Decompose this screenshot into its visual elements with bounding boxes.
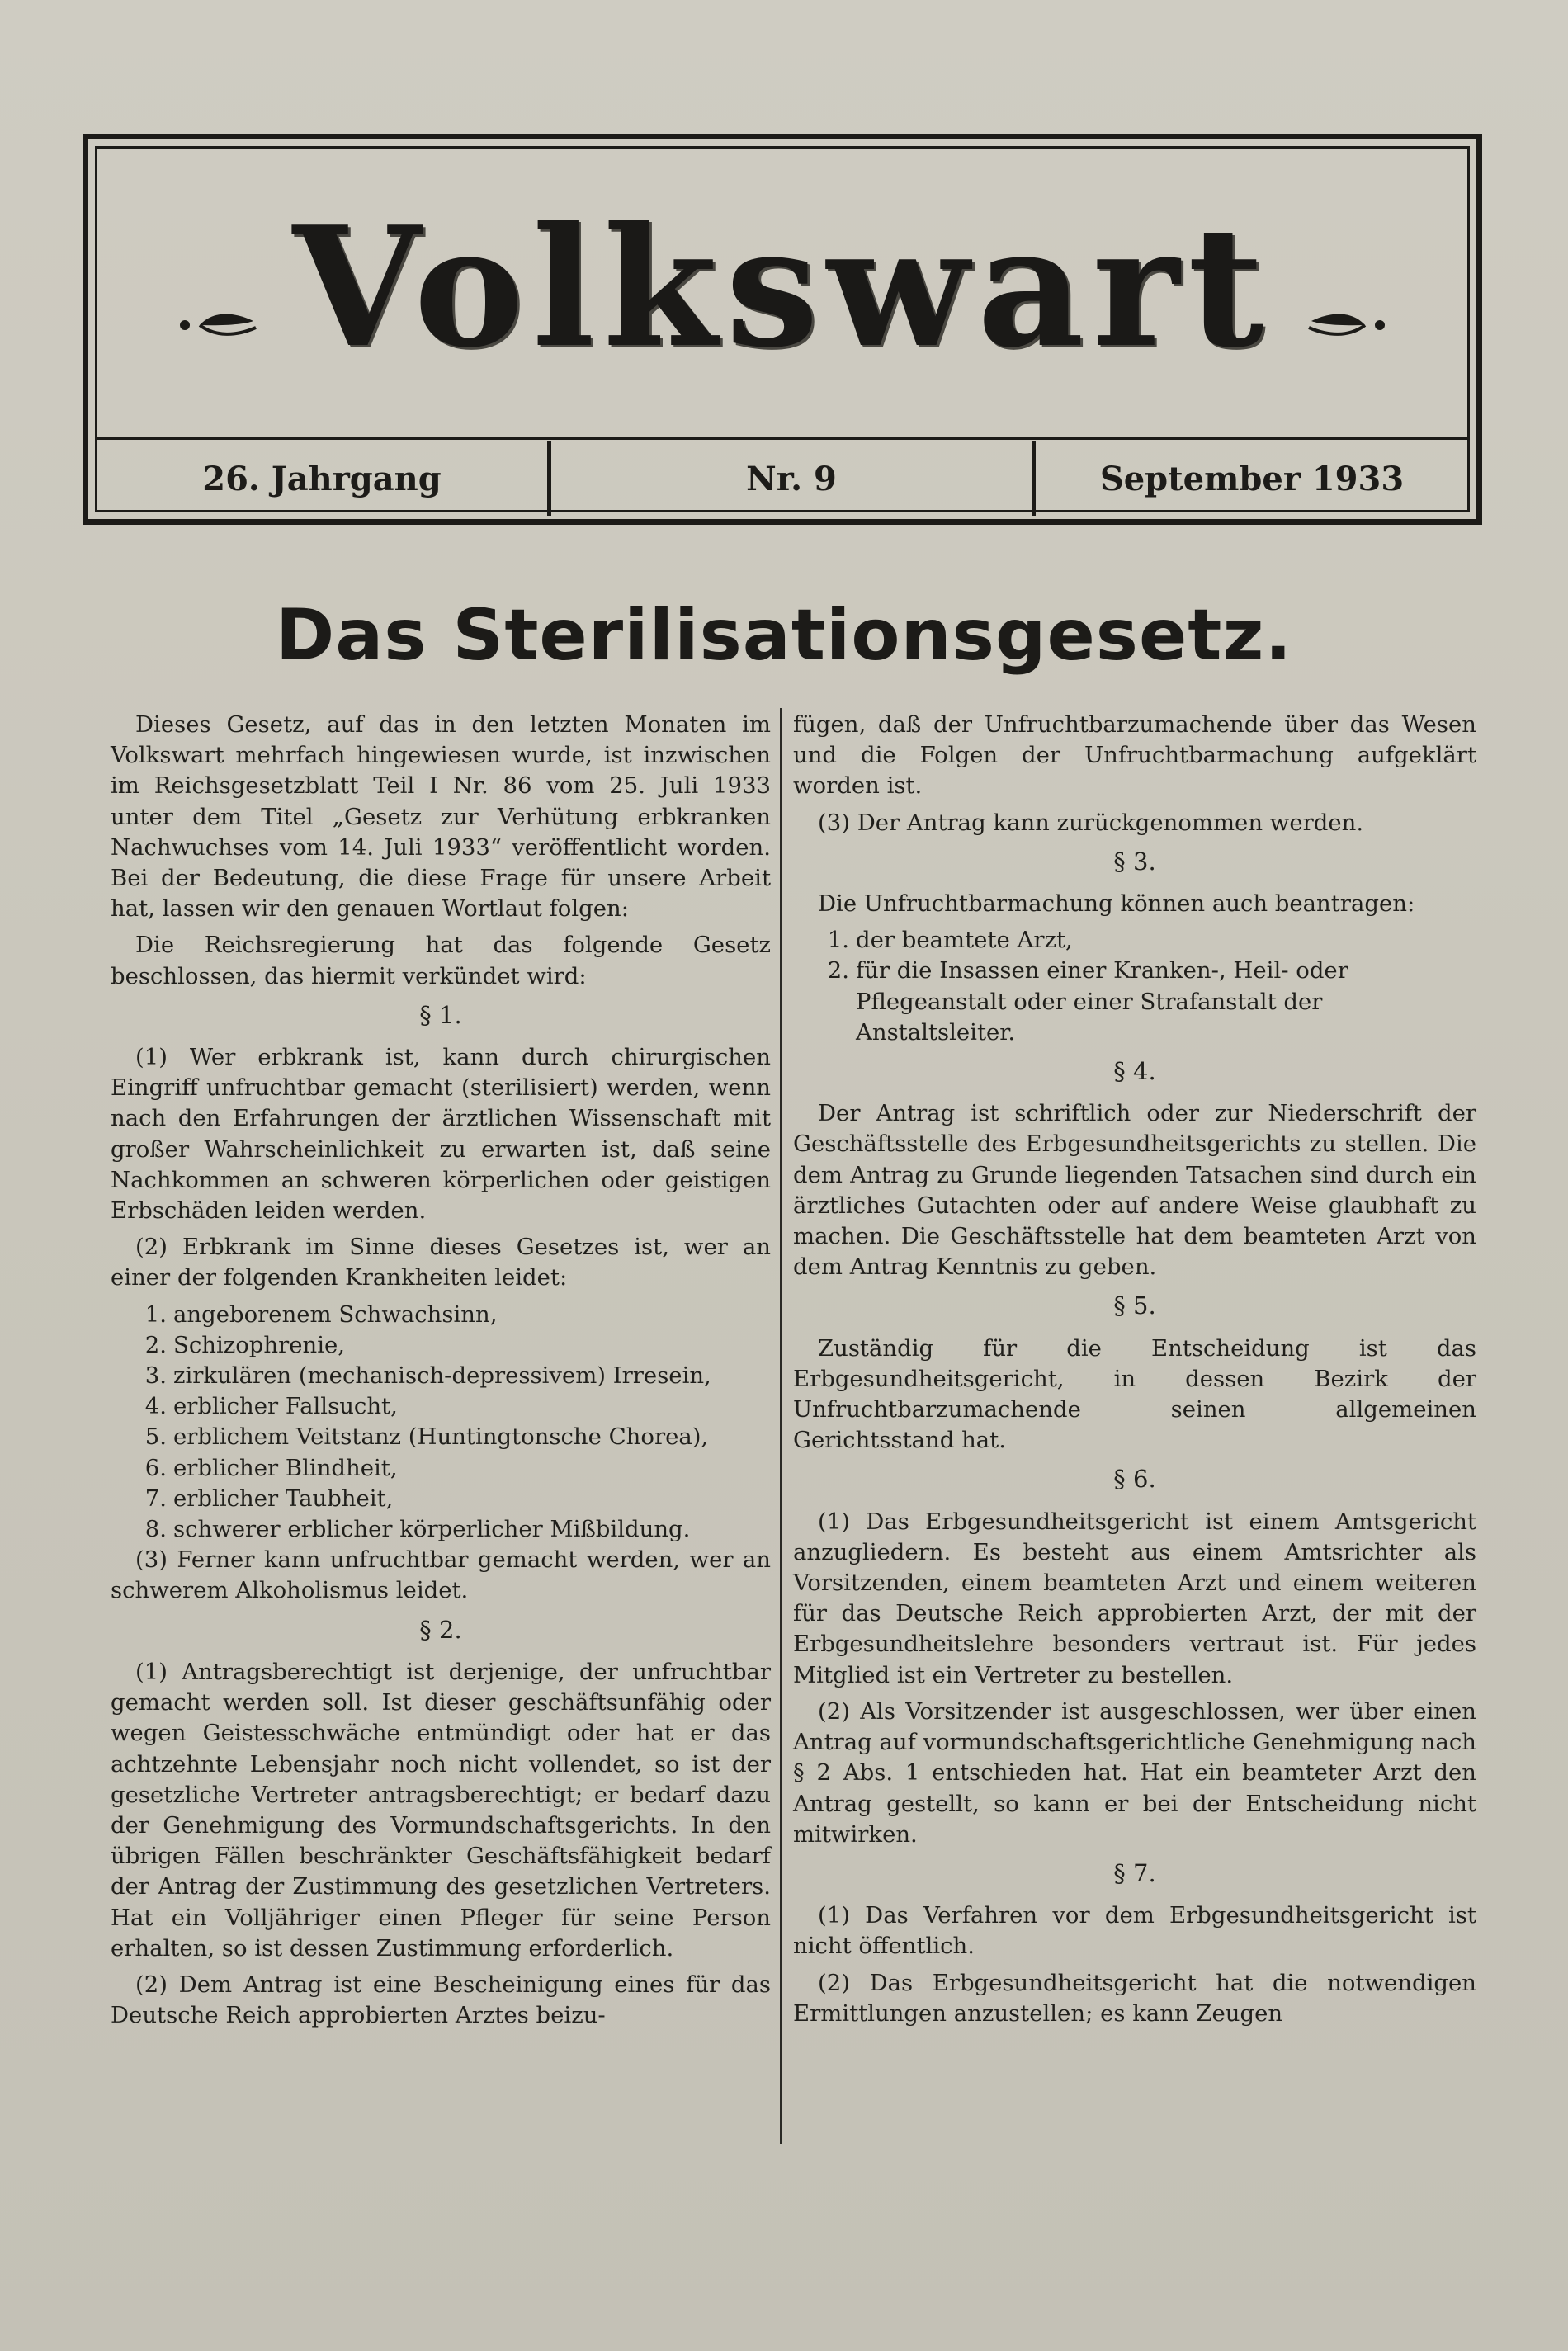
section-3-para-1: Die Unfruchtbarmachung können auch beantragen: (818, 890, 1415, 918)
section-heading-7: § 7. (1113, 1858, 1156, 1887)
section-heading-2: § 2. (419, 1615, 462, 1644)
list-item: 2. für die Insassen einer Kranken-, Heil- oder Pflegeanstalt oder einer Strafanstalt der Anstaltsleiter. (827, 957, 1348, 1046)
issue-date: September 1933 (1099, 459, 1405, 498)
section-6-para-1: (1) Das Erbgesundheitsgericht ist einem Amtsgericht anzugliedern. Es besteht aus einem Amtsrichter als Vorsitzenden, einem beamteten Arzt und einem weiteren für das Deutsche Reich approbierten Arzt, der mit der Erbgesundheitslehre besonders vertraut ist. Für jedes Mitglied ist ein Vertreter zu bestellen. (793, 1508, 1476, 1688)
section-2-para-1: (1) Antragsberechtigt ist derjenige, der unfruchtbar gemacht werden soll. Ist dieser geschäftsunfähig oder wegen Geistesschwäche entmündigt oder hat er das achtzehnte Lebensjahr noch nicht vollendet, so ist der gesetzliche Vertreter antragsberechtigt; er bedarf dazu der Genehmigung des Vormundschaftsgerichts. In den übrigen Fällen beschränkter Geschäftsfähigkeit bedarf der Antrag der Zustimmung des gesetzlichen Vertreters. Hat ein Volljähriger einen Pfleger für seine Person erhalten, so ist dessen Zustimmung erforderlich. (111, 1658, 771, 1962)
disease-list (111, 1300, 771, 1546)
section-2-para-3: (3) Der Antrag kann zurückgenommen werden. (818, 809, 1364, 836)
left-column (111, 710, 771, 2037)
section-7-para-2: (2) Das Erbgesundheitsgericht hat die notwendigen Ermittlungen anzustellen; es kann Zeugen (793, 1969, 1476, 2027)
section-heading-4: § 4. (1113, 1057, 1156, 1086)
list-item: 8. schwerer erblicher körperlicher Mißbildung. (144, 1516, 691, 1543)
list-item: 5. erblichem Veitstanz (Huntingtonsche Chorea), (144, 1423, 709, 1451)
section-1-para-3: (3) Ferner kann unfruchtbar gemacht werden, wer an schwerem Alkoholismus leidet. (111, 1546, 771, 1604)
section-heading-5: § 5. (1113, 1291, 1156, 1320)
list-item: 1. der beamtete Arzt, (827, 927, 1073, 954)
list-item: 1. angeborenem Schwachsinn, (144, 1301, 498, 1328)
list-item: 6. erblicher Blindheit, (144, 1454, 398, 1481)
preamble-paragraph: Die Reichsregierung hat das folgende Gesetz beschlossen, das hiermit verkündet wird: (111, 932, 771, 989)
list-item: 4. erblicher Fallsucht, (144, 1393, 398, 1420)
list-item: 2. Schizophrenie, (144, 1331, 346, 1358)
right-column (793, 710, 1476, 2035)
section-1-para-1: (1) Wer erbkrank ist, kann durch chirurgischen Eingriff unfruchtbar gemacht (sterilisiert) werden, wenn nach den Erfahrungen der ärztlichen Wissenschaft mit großer Wahrscheinlichkeit zu erwarten ist, daß seine Nachkommen an schweren körperlichen oder geistigen Erbschäden leiden werden. (111, 1044, 771, 1225)
section-2-para-2: (2) Dem Antrag ist eine Bescheinigung eines für das Deutsche Reich approbierten Arztes beizu- (111, 1971, 771, 2029)
applicant-list (793, 925, 1476, 1048)
article-headline: Das Sterilisationsgesetz. (275, 594, 1293, 677)
issue-number: Nr. 9 (551, 441, 1036, 516)
list-item: 7. erblicher Taubheit, (144, 1485, 394, 1512)
section-heading-6: § 6. (1113, 1465, 1156, 1494)
section-6-para-2: (2) Als Vorsitzender ist ausgeschlossen, wer über einen Antrag auf vormundschaftsgerichtliche Genehmigung nach § 2 Abs. 1 entschieden hat. Hat ein beamteter Arzt den Antrag gestellt, so kann er bei der Entscheidung nicht mitwirken. (793, 1697, 1476, 1848)
section-4-para-1: Der Antrag ist schriftlich oder zur Niederschrift der Geschäftsstelle des Erbgesundheitsgerichts zu stellen. Die dem Antrag zu Grunde liegenden Tatsachen sind durch ein ärztliches Gutachten oder auf andere Weise glaubhaft zu machen. Die Geschäftsstelle hat dem beamteten Arzt von dem Antrag Kenntnis zu geben. (793, 1100, 1476, 1281)
section-heading-1: § 1. (419, 1000, 462, 1029)
section-heading-3: § 3. (1113, 847, 1156, 876)
column-divider (780, 708, 782, 2144)
masthead-info-row (97, 441, 1468, 516)
intro-paragraph: Dieses Gesetz, auf das in den letzten Monaten im Volkswart mehrfach hingewiesen wurde, ist inzwischen im Reichsgesetzblatt Teil I Nr. 86 vom 25. Juli 1933 unter dem Titel „Gesetz zur Verhütung erbkranken Nachwuchses vom 14. Juli 1933“ veröffentlicht worden. Bei der Bedeutung, die diese Frage für unsere Arbeit hat, lassen wir den genauen Wortlaut folgen: (111, 711, 771, 923)
section-1-para-2: (2) Erbkrank im Sinne dieses Gesetzes ist, wer an einer der folgenden Krankheiten leidet: (111, 1234, 771, 1291)
continuation-paragraph: fügen, daß der Unfruchtbarzumachende über das Wesen und die Folgen der Unfruchtbarmachung aufgeklärt worden ist. (793, 711, 1476, 800)
list-item: 3. zirkulären (mechanisch-depressivem) Irresein, (144, 1362, 711, 1390)
masthead-top-rule (95, 146, 1470, 149)
section-7-para-1: (1) Das Verfahren vor dem Erbgesundheitsgericht ist nicht öffentlich. (793, 1902, 1476, 1960)
masthead-title: Volkswart (292, 191, 1273, 385)
masthead (83, 134, 1482, 525)
volume-year: 26. Jahrgang (97, 441, 551, 516)
section-5-para-1: Zuständig für die Entscheidung ist das Erbgesundheitsgericht, in dessen Bezirk der Unfruchtbarzumachende seinen allgemeinen Gerichtsstand hat. (793, 1334, 1476, 1454)
masthead-divider (97, 437, 1468, 440)
